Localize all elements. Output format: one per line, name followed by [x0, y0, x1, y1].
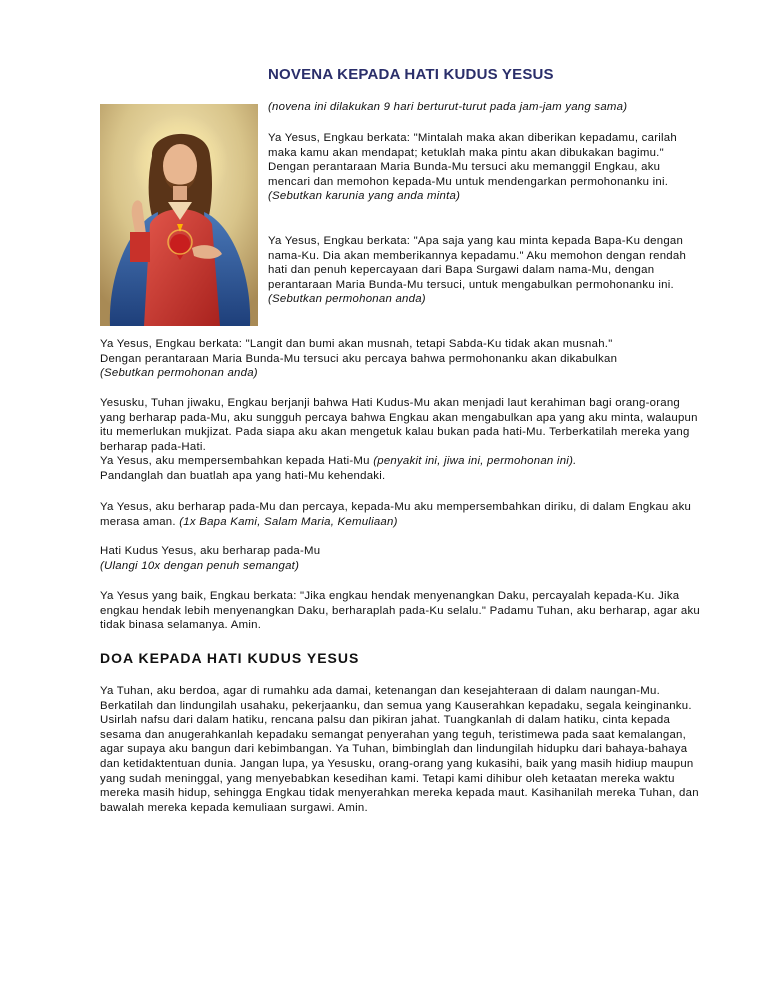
prayer-note: (penyakit ini, jiwa ini, permohonan ini).: [373, 455, 577, 468]
prayer-text-span: Ya Yesus, aku berharap pada-Mu dan percaya, kepada-Mu aku mempersembahkan diriku, di dalam Engkau aku merasa aman.: [100, 501, 692, 528]
prayer-text-line: Hati Kudus Yesus, aku berharap pada-Mu: [100, 545, 321, 557]
sacred-heart-portrait: [100, 104, 258, 326]
section-heading: DOA KEPADA HATI KUDUS YESUS: [100, 650, 360, 666]
prayer-text: Ya Tuhan, aku berdoa, agar di rumahku ada damai, ketenangan dan kesejahteraan di dalam naungan-Mu. Berkatilah dan lindungilah usahaku, pekerjaanku, dan semua yang Kauserahkan kepadaku, segala keinginanku. Usirlah nafsu dari dalam hatiku, rencana palsu dan pikiran jahat. Tuangkanlah di dalam hatiku, cinta kepada sesama dan anugerahkanlah kepadaku semangat penyerahan yang teguh, teristimewa pada saat kemalangan, agar supaya aku bangun dari kebimbangan. Ya Tuhan, bimbinglah dan lindungilah hidupku dari bahaya-bahaya dan ketidaktentuan dunia. Jangan lupa, ya Yesusku, orang-orang yang kukasihi, baik yang masih hidiup maupun yang sudah meninggal, yang menyebabkan kesedihan kami. Tetapi kami dihibur oleh ketaatan mereka waktu mereka masih hidup, sehingga Engkau tidak menyerahkan mereka kepada maut. Kasihanilah mereka Tuhan, dan bawalah mereka kepada kemuliaan surgawi. Amin.: [100, 685, 699, 814]
prayer-paragraph-4: [100, 396, 700, 484]
prayer-text: Ya Yesus, Engkau berkata: "Mintalah maka akan diberikan kepadamu, carilah maka kamu akan mendapat; ketuklah maka pintu akan dibukakan bagimu." Dengan perantaraan Maria Bunda-Mu tersuci aku memanggil Engkau, aku mencari dan memohon kepada-Mu untuk mendengarkan permohonanku ini.: [268, 132, 677, 188]
prayer-paragraph-7: [100, 589, 700, 633]
prayer-paragraph-3: [100, 337, 700, 381]
prayer-note: (Sebutkan permohonan anda): [100, 367, 258, 380]
prayer-paragraph-6: [100, 544, 700, 573]
prayer-text-line: Dengan perantaraan Maria Bunda-Mu tersuci aku percaya bahwa permohonanku akan dikabulkan: [100, 352, 618, 365]
prayer-text-line: Pandanglah dan buatlah apa yang hati-Mu kehendaki.: [100, 469, 386, 482]
prayer-note: (Sebutkan permohonan anda): [268, 293, 426, 306]
prayer-text-with-note: [100, 500, 700, 529]
page-title: NOVENA KEPADA HATI KUDUS YESUS: [268, 66, 554, 83]
prayer-note: (Ulangi 10x dengan penuh semangat): [100, 559, 300, 572]
prayer-text-line: Ya Yesus, Engkau berkata: "Langit dan bumi akan musnah, tetapi Sabda-Ku tidak akan musnah.": [100, 338, 613, 350]
prayer-paragraph-2: [268, 234, 700, 307]
prayer-paragraph-1: [268, 131, 700, 204]
prayer-paragraph-5: [100, 500, 700, 529]
prayer-text: Ya Yesus, Engkau berkata: "Apa saja yang kau minta kepada Bapa-Ku dengan nama-Ku. Dia akan memberikannya kepadamu." Aku memohon dengan rendah hati dan penuh kepercayaan dari Bapa Surgawi dalam nama-Mu, dengan perantaraan Maria Bunda-Mu tersuci, untuk mengabulkan permohonanku ini.: [268, 235, 687, 291]
prayer-text: Yesusku, Tuhan jiwaku, Engkau berjanji bahwa Hati Kudus-Mu akan menjadi laut kerahiman bagi orang-orang yang berharap pada-Mu, aku sungguh percaya bahwa Engkau akan mengabulkan apa yang aku minta, walaupun itu memerlukan mukjizat. Pada siapa aku akan mengetuk kalau bukan pada hati-Mu. Terberkatilah mereka yang berharap pada-Hati.: [100, 397, 698, 453]
prayer-paragraph-8: [100, 684, 700, 815]
prayer-note: (1x Bapa Kami, Salam Maria, Kemuliaan): [179, 515, 398, 528]
prayer-offering-line: [100, 454, 700, 469]
prayer-note: (Sebutkan karunia yang anda minta): [268, 190, 461, 203]
prayer-text-span: Ya Yesus, aku mempersembahkan kepada Hati-Mu: [100, 455, 370, 468]
prayer-text: Ya Yesus yang baik, Engkau berkata: "Jika engkau hendak menyenangkan Daku, percayalah kepada-Ku. Jika engkau hendak lebih menyenangkan Daku, berharaplah pada-Ku selalu." Padamu Tuhan, aku berharap, agar aku tidak binasa selamanya. Amin.: [100, 590, 700, 632]
novena-subtitle: (novena ini dilakukan 9 hari berturut-turut pada jam-jam yang sama): [268, 101, 628, 113]
